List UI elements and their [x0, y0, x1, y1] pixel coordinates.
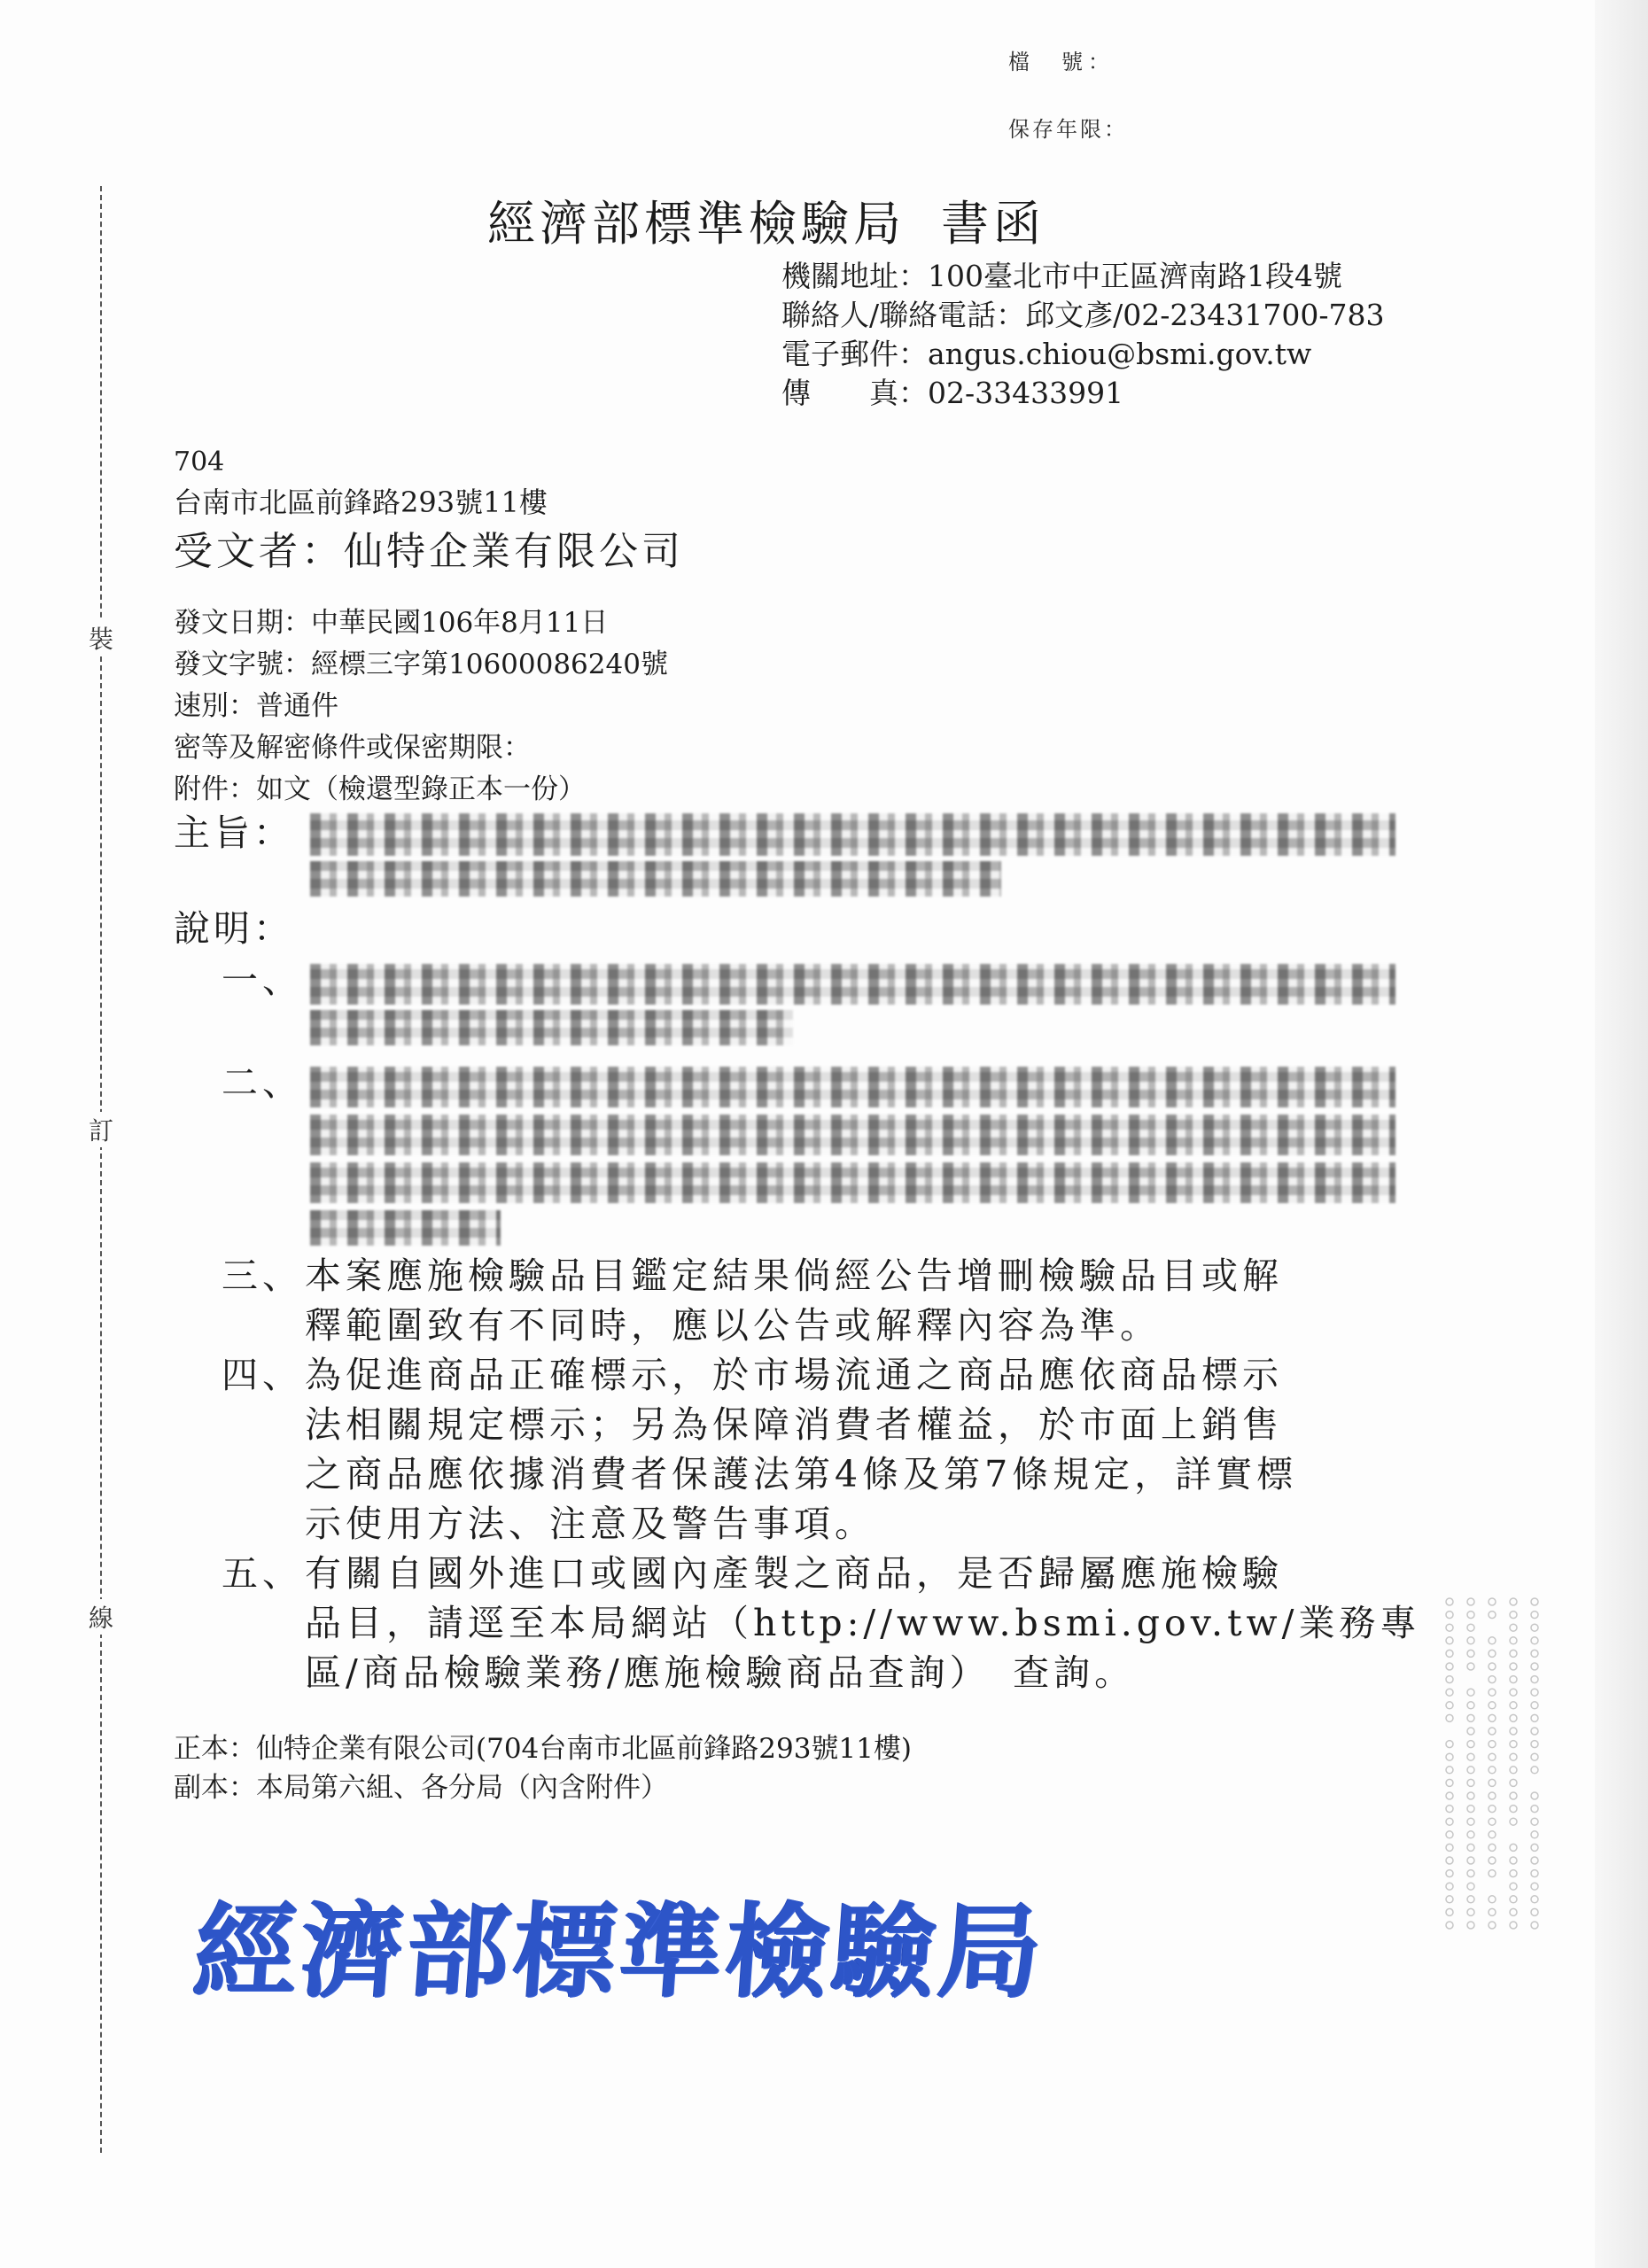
item-text-line: 釋範圍致有不同時，應以公告或解釋內容為準。: [305, 1304, 1161, 1347]
emboss-dot: [1510, 1624, 1517, 1631]
issuing-agency: 經濟部標準檢驗局: [487, 196, 906, 252]
emboss-dot: [1510, 1637, 1517, 1644]
emboss-dot: [1510, 1676, 1517, 1683]
emboss-dot: [1489, 1598, 1496, 1605]
emboss-dot: [1489, 1831, 1496, 1838]
emboss-dot: [1446, 1650, 1453, 1657]
explanation-item-5: [222, 1549, 1420, 1697]
emboss-dot: [1489, 1908, 1496, 1915]
emboss-dot: [1467, 1870, 1474, 1877]
explanation-item-2: [222, 1058, 305, 1107]
item-text-line: 有關自國外進口或國內產製之商品，是否歸屬應施檢驗: [305, 1552, 1283, 1595]
copy-recipients: 副本：本局第六組、各分局（內含附件）: [174, 1772, 668, 1804]
copies-block: [174, 1729, 912, 1807]
emboss-dot: [1489, 1702, 1496, 1709]
emboss-dot: [1531, 1714, 1538, 1721]
emboss-dot: [1446, 1676, 1453, 1683]
emboss-dot: [1467, 1598, 1474, 1605]
emboss-dot: [1446, 1818, 1453, 1825]
item-text-line: 區/商品檢驗業務/應施檢驗商品查詢） 查詢。: [305, 1651, 1136, 1694]
binding-margin-line: [100, 186, 102, 2153]
emboss-dot: [1531, 1689, 1538, 1696]
redacted-subject-line-2: [310, 861, 1001, 897]
emboss-dot: [1510, 1806, 1517, 1813]
emboss-dot: [1446, 1689, 1453, 1696]
emboss-dot: [1510, 1689, 1517, 1696]
emboss-dot: [1510, 1818, 1517, 1825]
emboss-dot: [1531, 1857, 1538, 1864]
item-text-line: 為促進商品正確標示，於市場流通之商品應依商品標示: [305, 1354, 1283, 1396]
emboss-dot: [1531, 1870, 1538, 1877]
emboss-dot: [1446, 1870, 1453, 1877]
emboss-dot: [1489, 1767, 1496, 1774]
binding-label-xian: 線: [87, 1599, 115, 1635]
issue-date: 發文日期：中華民國106年8月11日: [174, 607, 609, 639]
emboss-dot: [1510, 1728, 1517, 1735]
emboss-dot: [1489, 1650, 1496, 1657]
explanation-label: 說明：: [174, 907, 293, 950]
emboss-dot: [1467, 1779, 1474, 1786]
emboss-dot: [1446, 1792, 1453, 1799]
file-number-field: 檔 號：: [1008, 50, 1115, 74]
emboss-dot: [1489, 1779, 1496, 1786]
emboss-dot: [1489, 1818, 1496, 1825]
secrecy-level: 密等及解密條件或保密期限：: [174, 732, 531, 764]
explanation-row: [174, 902, 293, 955]
emboss-dot: [1489, 1676, 1496, 1683]
emboss-dot: [1467, 1922, 1474, 1929]
item-text-line: 本案應施檢驗品目鑑定結果倘經公告增刪檢驗品目或解: [305, 1254, 1283, 1297]
emboss-dot: [1489, 1728, 1496, 1735]
emboss-dot: [1531, 1598, 1538, 1605]
item-number: 一、: [222, 959, 303, 1001]
emboss-dot: [1510, 1753, 1517, 1760]
emboss-dot: [1510, 1870, 1517, 1877]
item-number: 三、: [222, 1254, 303, 1297]
recipient-address: 台南市北區前鋒路293號11樓: [174, 485, 548, 519]
emboss-dot: [1467, 1792, 1474, 1799]
emboss-dot: [1510, 1650, 1517, 1657]
emboss-dot: [1510, 1883, 1517, 1890]
document-title: [487, 186, 1046, 254]
redacted-item-2-line-2: [310, 1115, 1395, 1155]
emboss-dot: [1446, 1844, 1453, 1851]
emboss-dot: [1467, 1728, 1474, 1735]
emboss-dot: [1446, 1741, 1453, 1748]
emboss-dot: [1531, 1806, 1538, 1813]
embossed-seal-dots: [1442, 1595, 1542, 1940]
emboss-dot: [1489, 1637, 1496, 1644]
item-text-line: 品目，請逕至本局網站（http://www.bsmi.gov.tw/業務專: [305, 1602, 1421, 1644]
emboss-dot: [1467, 1741, 1474, 1748]
emboss-dot: [1467, 1753, 1474, 1760]
emboss-dot: [1531, 1702, 1538, 1709]
emboss-dot: [1489, 1896, 1496, 1903]
item-text-line: 法相關規定標示；另為保障消費者權益，於市面上銷售: [305, 1403, 1283, 1446]
emboss-dot: [1446, 1637, 1453, 1644]
emboss-dot: [1510, 1663, 1517, 1670]
emboss-dot: [1531, 1883, 1538, 1890]
emboss-dot: [1446, 1779, 1453, 1786]
emboss-dot: [1531, 1831, 1538, 1838]
emboss-dot: [1510, 1922, 1517, 1929]
emboss-dot: [1446, 1806, 1453, 1813]
emboss-dot: [1467, 1767, 1474, 1774]
scan-edge-shadow: [1595, 0, 1648, 2268]
emboss-dot: [1489, 1792, 1496, 1799]
emboss-dot: [1510, 1714, 1517, 1721]
emboss-dot: [1510, 1857, 1517, 1864]
emboss-dot: [1467, 1637, 1474, 1644]
emboss-dot: [1531, 1753, 1538, 1760]
emboss-dot: [1446, 1714, 1453, 1721]
emboss-dot: [1489, 1806, 1496, 1813]
emboss-dot: [1489, 1922, 1496, 1929]
explanation-item-4: [222, 1350, 1297, 1549]
emboss-dot: [1446, 1753, 1453, 1760]
emboss-dot: [1467, 1908, 1474, 1915]
redacted-item-2-line-4: [310, 1210, 501, 1246]
emboss-dot: [1489, 1689, 1496, 1696]
emboss-dot: [1489, 1714, 1496, 1721]
emboss-dot: [1531, 1908, 1538, 1915]
emboss-dot: [1531, 1650, 1538, 1657]
emboss-dot: [1467, 1612, 1474, 1619]
recipient-name-row: [174, 523, 684, 581]
emboss-dot: [1467, 1883, 1474, 1890]
subject-row: [174, 806, 293, 859]
emboss-dot: [1531, 1741, 1538, 1748]
emboss-dot: [1531, 1767, 1538, 1774]
recipient-name: 仙特企業有限公司: [344, 529, 684, 574]
emboss-dot: [1467, 1650, 1474, 1657]
emboss-dot: [1510, 1741, 1517, 1748]
emboss-dot: [1489, 1753, 1496, 1760]
document-number: 發文字號：經標三字第10600086240號: [174, 649, 668, 680]
recipient-zip: 704: [174, 447, 225, 478]
emboss-dot: [1467, 1818, 1474, 1825]
emboss-dot: [1531, 1637, 1538, 1644]
emboss-dot: [1510, 1792, 1517, 1799]
binding-label-zhuang: 裝: [87, 620, 115, 656]
agency-seal-stamp: 經濟部標準檢驗局: [190, 1892, 1050, 2012]
recipient-block: [174, 443, 684, 581]
emboss-dot: [1531, 1792, 1538, 1799]
item-number: 五、: [222, 1552, 303, 1595]
emboss-dot: [1531, 1728, 1538, 1735]
redacted-item-1-line-1: [310, 964, 1395, 1005]
emboss-dot: [1489, 1663, 1496, 1670]
emboss-dot: [1446, 1857, 1453, 1864]
item-text-line: 示使用方法、注意及警告事項。: [305, 1503, 875, 1545]
agency-address: 機關地址：100臺北市中正區濟南路1段4號: [781, 259, 1342, 293]
emboss-dot: [1446, 1831, 1453, 1838]
emboss-dot: [1510, 1612, 1517, 1619]
emboss-dot: [1510, 1896, 1517, 1903]
emboss-dot: [1510, 1908, 1517, 1915]
explanation-item-1: [222, 955, 305, 1005]
emboss-dot: [1467, 1714, 1474, 1721]
delivery-speed: 速別：普通件: [174, 690, 338, 722]
emboss-dot: [1446, 1896, 1453, 1903]
recipient-label: 受文者：: [174, 529, 344, 574]
emboss-dot: [1531, 1922, 1538, 1929]
redacted-item-2-line-3: [310, 1162, 1395, 1203]
agency-email: 電子郵件：angus.chiou@bsmi.gov.tw: [781, 337, 1312, 371]
attachment-note: 附件：如文（檢還型錄正本一份）: [174, 773, 586, 805]
retention-period-field: 保存年限：: [1008, 117, 1128, 142]
emboss-dot: [1446, 1702, 1453, 1709]
original-recipient: 正本：仙特企業有限公司(704台南市北區前鋒路293號11樓): [174, 1733, 912, 1765]
emboss-dot: [1489, 1612, 1496, 1619]
emboss-dot: [1467, 1844, 1474, 1851]
emboss-dot: [1531, 1612, 1538, 1619]
emboss-dot: [1531, 1676, 1538, 1683]
emboss-dot: [1467, 1896, 1474, 1903]
emboss-dot: [1510, 1779, 1517, 1786]
item-text-line: 之商品應依據消費者保護法第4條及第7條規定，詳實標: [305, 1453, 1298, 1495]
emboss-dot: [1446, 1767, 1453, 1774]
emboss-dot: [1510, 1702, 1517, 1709]
emboss-dot: [1489, 1870, 1496, 1877]
emboss-dot: [1446, 1663, 1453, 1670]
emboss-dot: [1446, 1883, 1453, 1890]
emboss-dot: [1510, 1844, 1517, 1851]
emboss-dot: [1531, 1844, 1538, 1851]
document-meta: [174, 602, 668, 811]
emboss-dot: [1467, 1624, 1474, 1631]
document-type: 書函: [941, 196, 1046, 252]
emboss-dot: [1446, 1908, 1453, 1915]
item-number: 四、: [222, 1354, 303, 1396]
emboss-dot: [1510, 1767, 1517, 1774]
emboss-dot: [1446, 1624, 1453, 1631]
emboss-dot: [1467, 1702, 1474, 1709]
emboss-dot: [1489, 1857, 1496, 1864]
emboss-dot: [1446, 1598, 1453, 1605]
emboss-dot: [1489, 1844, 1496, 1851]
emboss-dot: [1467, 1857, 1474, 1864]
emboss-dot: [1531, 1663, 1538, 1670]
emboss-dot: [1467, 1663, 1474, 1670]
emboss-dot: [1531, 1624, 1538, 1631]
emboss-dot: [1510, 1598, 1517, 1605]
emboss-dot: [1531, 1896, 1538, 1903]
explanation-item-3: [222, 1251, 1283, 1350]
item-number: 二、: [222, 1061, 303, 1104]
emboss-dot: [1467, 1806, 1474, 1813]
agency-contact-person: 聯絡人/聯絡電話：邱文彥/02-23431700-783: [781, 298, 1385, 332]
emboss-dot: [1467, 1689, 1474, 1696]
emboss-dot: [1446, 1922, 1453, 1929]
redacted-subject-line-1: [310, 813, 1395, 856]
redacted-item-2-line-1: [310, 1067, 1395, 1107]
redacted-item-1-line-2: [310, 1010, 793, 1045]
agency-contact-block: [781, 257, 1384, 413]
emboss-dot: [1489, 1741, 1496, 1748]
binding-label-ding: 訂: [87, 1112, 115, 1147]
emboss-dot: [1446, 1612, 1453, 1619]
subject-label: 主旨：: [174, 812, 293, 854]
emboss-dot: [1467, 1831, 1474, 1838]
emboss-dot: [1531, 1818, 1538, 1825]
agency-fax: 傳 真：02-33433991: [781, 376, 1124, 410]
